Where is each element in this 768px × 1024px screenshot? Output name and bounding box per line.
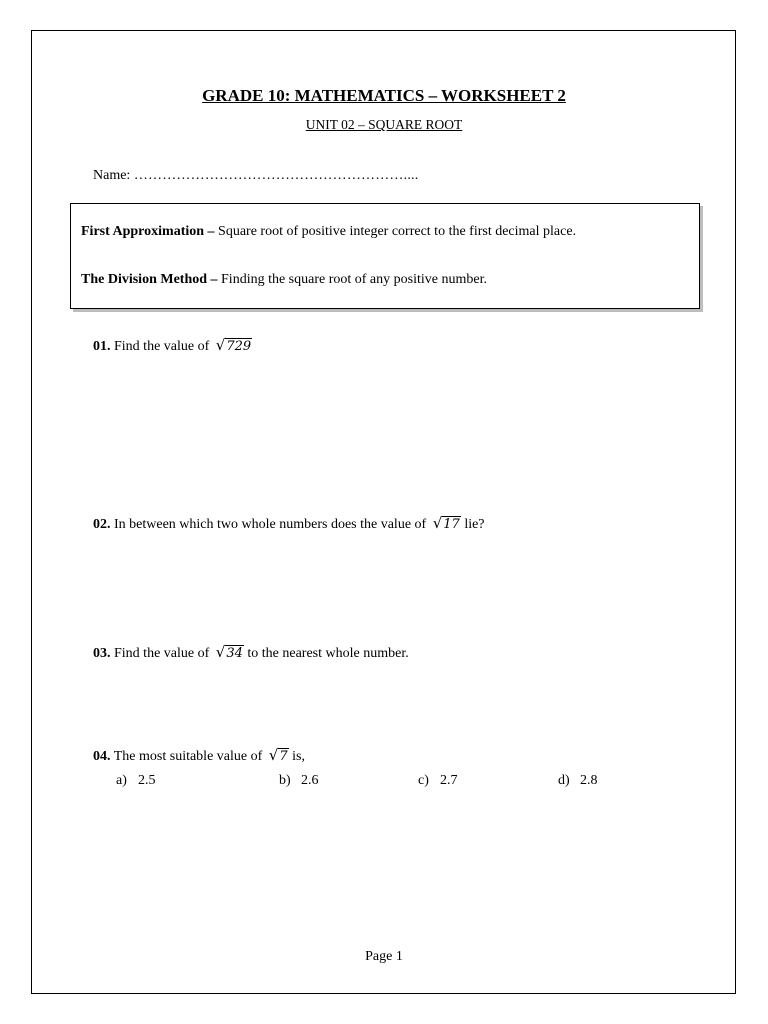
question-text: The most suitable value of: [110, 749, 263, 764]
name-blank[interactable]: …………………………………………………....: [133, 168, 419, 183]
question-text-after: is,: [288, 749, 305, 764]
option-a[interactable]: [116, 773, 156, 789]
radical-sign: √: [215, 643, 226, 661]
square-root-expression: [269, 746, 289, 765]
radicand: 729: [226, 339, 252, 354]
radicand: 34: [226, 646, 243, 661]
page-number: Page 1: [365, 949, 403, 964]
option-value: 2.5: [138, 773, 156, 788]
square-root-expression: [216, 643, 244, 662]
question-text-after: lie?: [460, 517, 485, 532]
question-03: [93, 643, 409, 662]
definition-term: First Approximation –: [81, 224, 215, 239]
question-01: [93, 336, 252, 355]
definition-text: Finding the square root of any positive number.: [217, 272, 487, 287]
square-root-expression: [216, 336, 252, 355]
question-number: 04.: [93, 749, 111, 764]
question-text: Find the value of: [110, 339, 210, 354]
option-b[interactable]: [279, 773, 319, 789]
option-value: 2.6: [301, 773, 319, 788]
option-letter: c): [418, 773, 429, 788]
definition-division-method: [81, 272, 487, 288]
definition-term: The Division Method –: [81, 272, 218, 287]
question-number: 03.: [93, 646, 111, 661]
radicand: 7: [279, 749, 288, 764]
question-text-after: to the nearest whole number.: [243, 646, 409, 661]
option-value: 2.8: [580, 773, 598, 788]
option-value: 2.7: [440, 773, 458, 788]
question-text: In between which two whole numbers does the value of: [110, 517, 427, 532]
radicand: 17: [443, 517, 460, 532]
radical-sign: √: [215, 336, 226, 354]
option-d[interactable]: [558, 773, 598, 789]
definition-first-approximation: [81, 224, 576, 240]
square-root-expression: [433, 514, 461, 533]
question-02: [93, 514, 485, 533]
worksheet-title: GRADE 10: MATHEMATICS – WORKSHEET 2: [202, 86, 566, 105]
name-field[interactable]: [93, 168, 418, 184]
question-number: 02.: [93, 517, 111, 532]
name-label: Name:: [93, 168, 131, 183]
question-04: [93, 746, 305, 765]
definitions-box: [70, 203, 700, 309]
unit-subtitle: UNIT 02 – SQUARE ROOT: [305, 117, 463, 132]
option-c[interactable]: [418, 773, 458, 789]
question-number: 01.: [93, 339, 111, 354]
option-letter: a): [116, 773, 127, 788]
option-letter: b): [279, 773, 291, 788]
definition-text: Square root of positive integer correct to the first decimal place.: [214, 224, 577, 239]
option-letter: d): [558, 773, 570, 788]
radical-sign: √: [268, 746, 279, 764]
question-text: Find the value of: [110, 646, 210, 661]
radical-sign: √: [432, 514, 443, 532]
